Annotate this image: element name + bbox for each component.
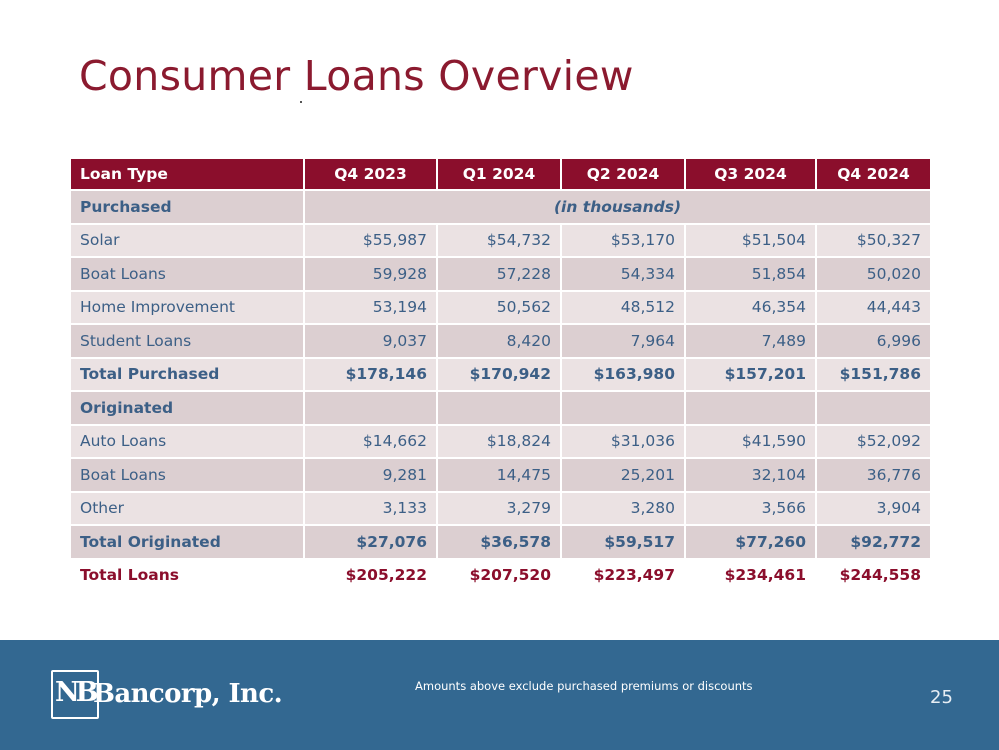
- cell-value: $178,146: [304, 358, 437, 392]
- table-row: [70, 458, 931, 492]
- table-header-row: [70, 158, 931, 190]
- row-label: Total Purchased: [70, 358, 304, 392]
- page-number: 25: [930, 687, 953, 708]
- cell-value: 32,104: [685, 458, 816, 492]
- cell-value: 6,996: [816, 324, 931, 358]
- cell-value: $151,786: [816, 358, 931, 392]
- cell-value: $170,942: [437, 358, 561, 392]
- cell-value: 3,566: [685, 492, 816, 526]
- cell-value: 9,281: [304, 458, 437, 492]
- cell-value: $18,824: [437, 425, 561, 459]
- header-q1-2024: Q1 2024: [437, 158, 561, 190]
- header-q4-2023: Q4 2023: [304, 158, 437, 190]
- cell-value: $36,578: [437, 525, 561, 559]
- cell-value: 14,475: [437, 458, 561, 492]
- total-purchased-row: [70, 358, 931, 392]
- row-label: Auto Loans: [70, 425, 304, 459]
- cell-value: 57,228: [437, 257, 561, 291]
- cell-value: 7,489: [685, 324, 816, 358]
- section-row-originated: [70, 391, 931, 425]
- cell-value: $205,222: [304, 559, 437, 593]
- table-row: [70, 492, 931, 526]
- table-row: [70, 425, 931, 459]
- logo-company-name: Bancorp, Inc.: [93, 679, 283, 709]
- header-q3-2024: Q3 2024: [685, 158, 816, 190]
- cell-value: 50,020: [816, 257, 931, 291]
- cell-value: $14,662: [304, 425, 437, 459]
- cell-value: $157,201: [685, 358, 816, 392]
- cell-value: 3,280: [561, 492, 685, 526]
- units-note: (in thousands): [304, 190, 931, 224]
- row-label: Total Loans: [70, 559, 304, 593]
- row-label: Solar: [70, 224, 304, 258]
- section-row-purchased: [70, 190, 931, 224]
- cell-value: $52,092: [816, 425, 931, 459]
- empty-cell: [685, 391, 816, 425]
- section-label: Originated: [70, 391, 304, 425]
- cell-value: $92,772: [816, 525, 931, 559]
- cell-value: 46,354: [685, 291, 816, 325]
- row-label: Home Improvement: [70, 291, 304, 325]
- cell-value: $223,497: [561, 559, 685, 593]
- cell-value: $207,520: [437, 559, 561, 593]
- section-label: Purchased: [70, 190, 304, 224]
- footnote: Amounts above exclude purchased premiums or discounts: [415, 679, 753, 693]
- table-row: [70, 257, 931, 291]
- header-q4-2024: Q4 2024: [816, 158, 931, 190]
- cell-value: 53,194: [304, 291, 437, 325]
- cell-value: 36,776: [816, 458, 931, 492]
- cell-value: 9,037: [304, 324, 437, 358]
- consumer-loans-table: [69, 157, 932, 593]
- cell-value: 51,854: [685, 257, 816, 291]
- row-label: Total Originated: [70, 525, 304, 559]
- slide-title: Consumer Loans Overview: [79, 52, 634, 100]
- cell-value: 7,964: [561, 324, 685, 358]
- cell-value: 25,201: [561, 458, 685, 492]
- cell-value: $53,170: [561, 224, 685, 258]
- cell-value: $50,327: [816, 224, 931, 258]
- logo-monogram: NB: [55, 677, 95, 708]
- cell-value: 3,133: [304, 492, 437, 526]
- empty-cell: [816, 391, 931, 425]
- cell-value: $27,076: [304, 525, 437, 559]
- table-row: [70, 291, 931, 325]
- cell-value: $55,987: [304, 224, 437, 258]
- cell-value: 48,512: [561, 291, 685, 325]
- table-row: [70, 324, 931, 358]
- total-originated-row: [70, 525, 931, 559]
- cell-value: $234,461: [685, 559, 816, 593]
- cell-value: 54,334: [561, 257, 685, 291]
- table-row: [70, 224, 931, 258]
- cell-value: 3,279: [437, 492, 561, 526]
- cell-value: 59,928: [304, 257, 437, 291]
- empty-cell: [437, 391, 561, 425]
- cell-value: $51,504: [685, 224, 816, 258]
- total-loans-row: [70, 559, 931, 593]
- row-label: Boat Loans: [70, 458, 304, 492]
- empty-cell: [561, 391, 685, 425]
- cell-value: 3,904: [816, 492, 931, 526]
- cell-value: 50,562: [437, 291, 561, 325]
- cell-value: $31,036: [561, 425, 685, 459]
- empty-cell: [304, 391, 437, 425]
- stray-dot: [300, 101, 302, 103]
- cell-value: $244,558: [816, 559, 931, 593]
- cell-value: $77,260: [685, 525, 816, 559]
- cell-value: $41,590: [685, 425, 816, 459]
- cell-value: $163,980: [561, 358, 685, 392]
- cell-value: 44,443: [816, 291, 931, 325]
- header-q2-2024: Q2 2024: [561, 158, 685, 190]
- cell-value: $54,732: [437, 224, 561, 258]
- header-loan-type: Loan Type: [70, 158, 304, 190]
- row-label: Other: [70, 492, 304, 526]
- cell-value: 8,420: [437, 324, 561, 358]
- row-label: Student Loans: [70, 324, 304, 358]
- cell-value: $59,517: [561, 525, 685, 559]
- row-label: Boat Loans: [70, 257, 304, 291]
